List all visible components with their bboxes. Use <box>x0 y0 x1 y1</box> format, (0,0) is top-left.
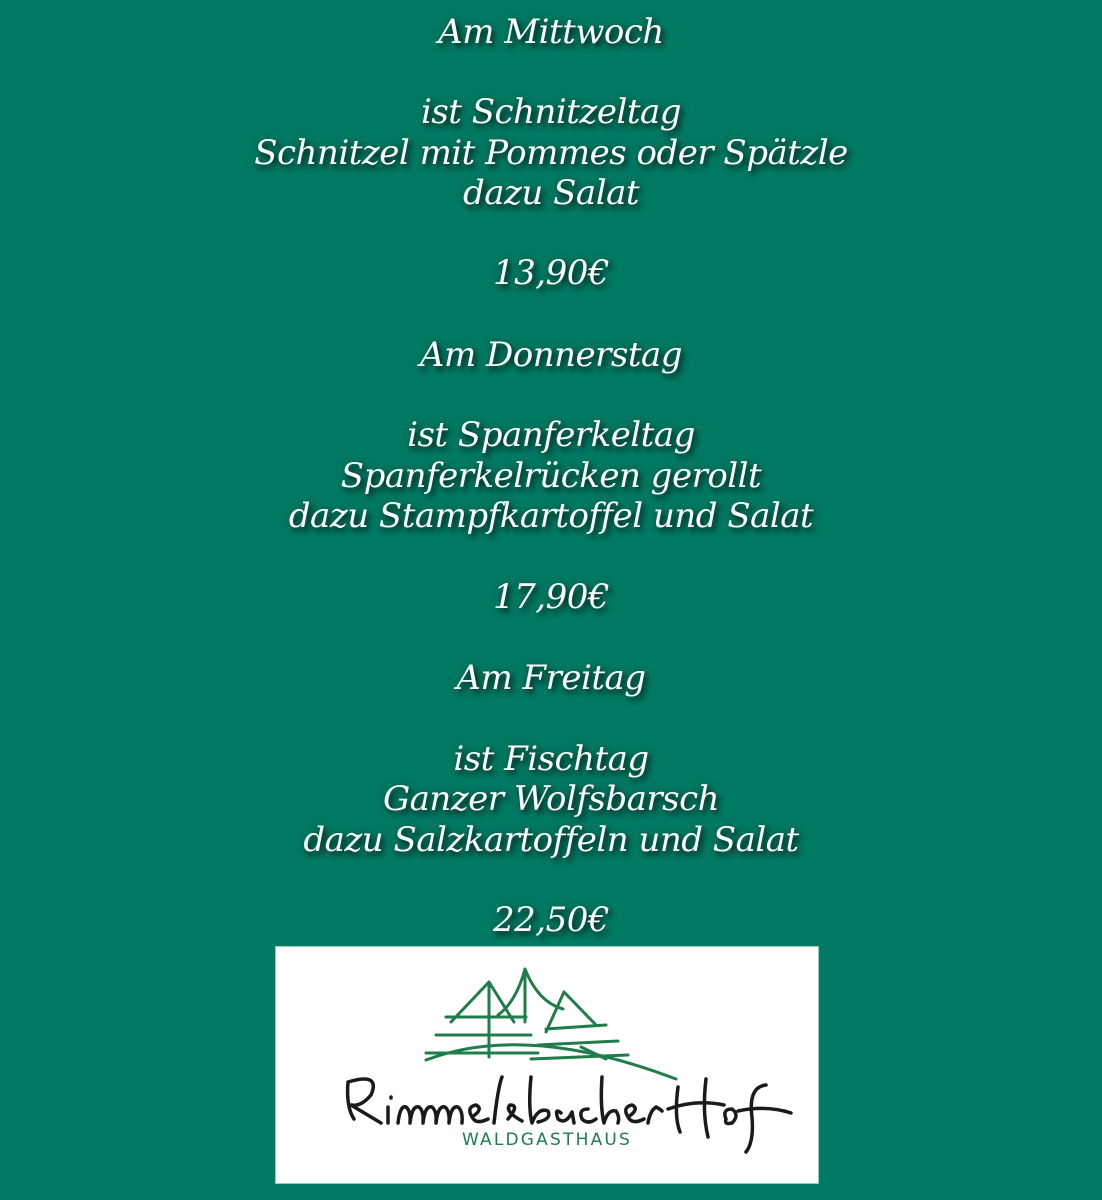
logo-card <box>276 947 818 1183</box>
thursday-price: 17,90€ <box>493 577 609 617</box>
wednesday-side: dazu Salat <box>462 173 640 213</box>
thursday-heading: Am Donnerstag <box>419 335 683 375</box>
thursday-dish: Spanferkelrücken gerollt <box>340 456 762 496</box>
thursday-side: dazu Stampfkartoffel und Salat <box>288 496 814 536</box>
friday-side: dazu Salzkartoffeln und Salat <box>303 820 799 860</box>
wednesday-theme: ist Schnitzeltag <box>420 92 682 132</box>
thursday-theme: ist Spanferkeltag <box>407 415 695 455</box>
wednesday-dish: Schnitzel mit Pommes oder Spätzle <box>254 133 848 173</box>
wednesday-price: 13,90€ <box>493 253 609 293</box>
friday-price: 22,50€ <box>493 900 609 940</box>
fir-trees-icon <box>426 969 676 1079</box>
brand-subtitle: WALDGASTHAUS <box>461 1130 633 1150</box>
friday-dish: Ganzer Wolfsbarsch <box>382 779 720 819</box>
friday-heading: Am Freitag <box>456 658 646 698</box>
wednesday-heading: Am Mittwoch <box>438 12 664 52</box>
friday-theme: ist Fischtag <box>453 739 649 779</box>
